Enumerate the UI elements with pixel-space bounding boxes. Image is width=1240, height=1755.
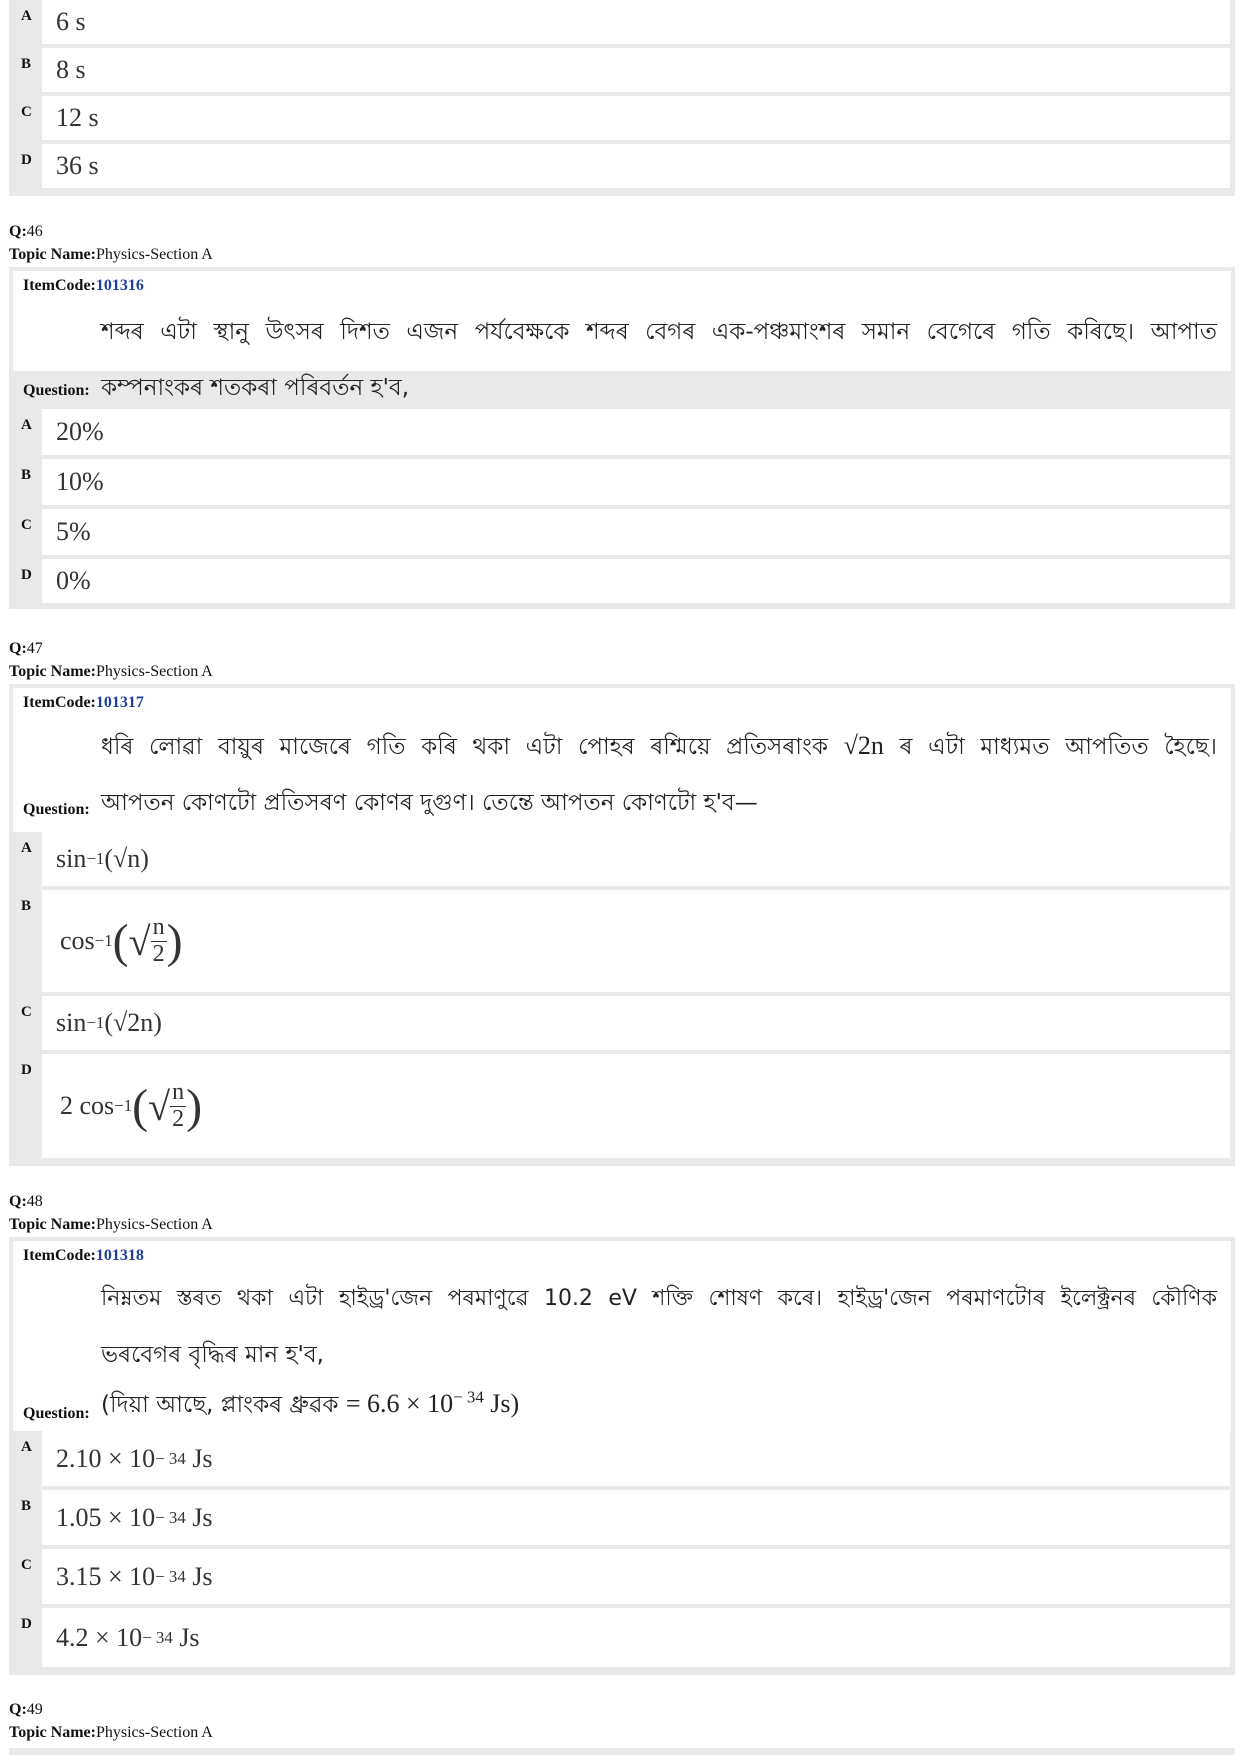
option-row[interactable]	[9, 1431, 1235, 1490]
question-47	[9, 684, 1235, 1166]
option-row[interactable]	[9, 1054, 1235, 1166]
question-48	[9, 1237, 1235, 1675]
option-text: sin −1 (√2n)	[42, 996, 1230, 1050]
fraction: $\frac{n}{2}$	[152, 914, 165, 967]
question-number: Q:47	[9, 640, 43, 657]
option-text: 3.15 × 10 − 34 Js	[42, 1549, 1230, 1604]
option-text: 2.10 × 10 − 34 Js	[42, 1431, 1230, 1486]
fraction: $\frac{n}{2}$	[172, 1079, 185, 1132]
option-text: cos −1 ( √ $\frac{n}{2}$ )	[42, 890, 1230, 992]
option-text: 5%	[42, 509, 1230, 555]
option-label: C	[21, 1004, 32, 1020]
question-number: Q:49	[9, 1701, 43, 1718]
option-row[interactable]	[9, 96, 1235, 144]
question-46	[9, 267, 1235, 609]
question-text-line1: নিম্নতম স্তৰত থকা এটা হাইড্ৰ'জেন পৰমাণুৱে 10.2 eV শক্তি শোষণ কৰে। হাইড্ৰ'জেন পৰমাণটোৰ ইলেক্ট্ৰনৰ কৌণিক	[101, 1286, 1217, 1311]
option-text: 8 s	[42, 48, 1230, 92]
option-text: 4.2 × 10 − 34 Js	[42, 1608, 1230, 1667]
question-header	[13, 688, 1231, 832]
option-row[interactable]	[9, 996, 1235, 1054]
question-text-line3: (দিয়া আছে, প্লাংকৰ ধ্ৰুৱক = $6.6 \times 10^{- 34}$ Js)	[101, 1387, 520, 1418]
option-row[interactable]	[9, 559, 1235, 609]
question-header	[13, 271, 1231, 401]
option-label: D	[21, 1616, 32, 1632]
option-row[interactable]	[9, 832, 1235, 890]
question-text-line2: ভৰবেগৰ বৃদ্ধিৰ মান হ'ব,	[101, 1342, 324, 1368]
question-label: Question:	[23, 382, 90, 399]
question-header	[13, 1241, 1231, 1431]
option-label: B	[21, 1498, 32, 1514]
option-text: 12 s	[42, 96, 1230, 140]
option-text: 6 s	[42, 0, 1230, 44]
topic-name: Topic Name:Physics-Section A	[9, 663, 213, 680]
option-row[interactable]	[9, 1549, 1235, 1608]
option-row[interactable]	[9, 409, 1235, 459]
question-49	[9, 1748, 1235, 1755]
topic-name: Topic Name:Physics-Section A	[9, 1216, 213, 1233]
topic-name: Topic Name:Physics-Section A	[9, 246, 213, 263]
option-label: C	[21, 104, 32, 120]
question-label: Question:	[23, 801, 90, 818]
option-label: B	[21, 898, 32, 914]
option-label: A	[21, 417, 32, 433]
question-text-line2: কম্পনাংকৰ শতকৰা পৰিবৰ্তন হ'ব,	[101, 375, 410, 401]
option-text: 10%	[42, 459, 1230, 505]
sqrt-2n: √2n	[843, 731, 884, 760]
option-text: 36 s	[42, 144, 1230, 188]
option-label: A	[21, 8, 32, 24]
item-code: ItemCode:101317	[23, 694, 144, 711]
option-label: A	[21, 840, 32, 856]
option-label: C	[21, 517, 32, 533]
question-text-line2: আপতন কোণটো প্ৰতিসৰণ কোণৰ দুগুণ। তেন্তে আপতন কোণটো হ'ব—	[101, 790, 758, 816]
option-label: D	[21, 152, 32, 168]
item-code: ItemCode:101316	[23, 277, 144, 294]
option-label: C	[21, 1557, 32, 1573]
option-row[interactable]	[9, 144, 1235, 196]
option-row[interactable]	[9, 890, 1235, 996]
option-text: 2 cos −1 ( √ $\frac{n}{2}$ )	[42, 1054, 1230, 1158]
option-label: D	[21, 567, 32, 583]
option-row[interactable]	[9, 1608, 1235, 1675]
option-text: 0%	[42, 559, 1230, 603]
option-label: B	[21, 56, 32, 72]
option-label: A	[21, 1439, 32, 1455]
q45-options	[9, 0, 1235, 196]
question-label: Question:	[23, 1405, 90, 1422]
option-label: D	[21, 1062, 32, 1078]
option-row[interactable]	[9, 0, 1235, 48]
question-number: Q:48	[9, 1193, 43, 1210]
option-label: B	[21, 467, 32, 483]
option-row[interactable]	[9, 459, 1235, 509]
option-row[interactable]	[9, 1490, 1235, 1549]
question-text-line1: ধৰি লোৱা বায়ুৰ মাজেৰে গতি কৰি থকা এটা পোহৰ ৰশ্মিয়ে প্ৰতিসৰাংক √2n ৰ এটা মাধ্যমত আপতিত হৈছে।	[101, 731, 1218, 760]
option-row[interactable]	[9, 509, 1235, 559]
option-text: sin −1 (√n)	[42, 832, 1230, 886]
topic-name: Topic Name:Physics-Section A	[9, 1724, 213, 1741]
question-number: Q:46	[9, 223, 43, 240]
option-text: 20%	[42, 409, 1230, 455]
question-text-line1: শব্দৰ এটা স্থানু উৎসৰ দিশত এজন পৰ্যবেক্ষকে শব্দৰ বেগৰ এক-পঞ্চমাংশৰ সমান বেগেৰে গতি কৰিছে। আপাত	[101, 319, 1217, 345]
item-code: ItemCode:101318	[23, 1247, 144, 1264]
option-row[interactable]	[9, 48, 1235, 96]
option-text: 1.05 × 10 − 34 Js	[42, 1490, 1230, 1545]
